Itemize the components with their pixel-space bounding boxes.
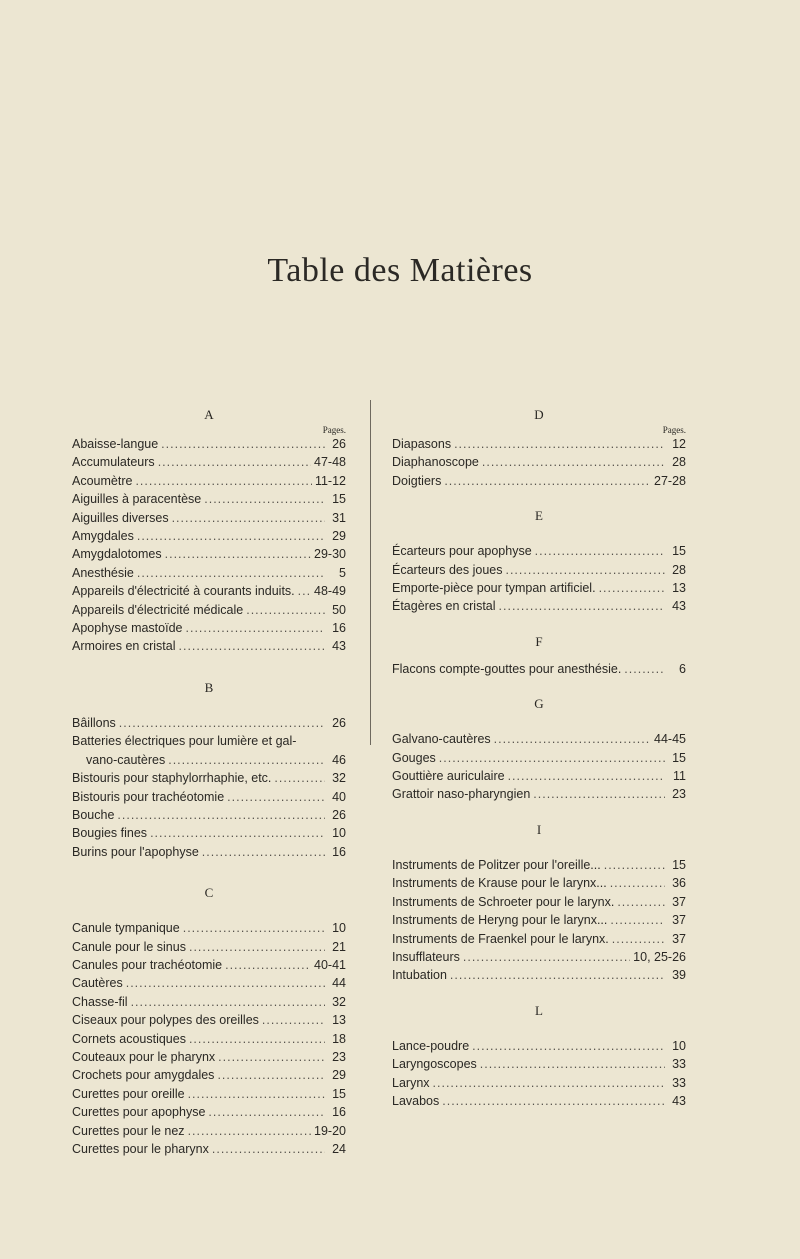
- entry-name: Curettes pour oreille: [72, 1086, 185, 1101]
- entry-name: Canule pour le sinus: [72, 939, 186, 954]
- leader-dots: [137, 564, 325, 582]
- entry-page: 26: [332, 807, 346, 822]
- index-entry: [72, 938, 346, 956]
- index-entry: [72, 564, 346, 582]
- entry-name: Gouges: [392, 750, 436, 765]
- leader-dots: [444, 472, 651, 490]
- leader-dots: [189, 938, 325, 956]
- index-entry: [72, 843, 346, 861]
- index-entry: [392, 453, 686, 471]
- entry-name: vano-cautères: [86, 752, 166, 767]
- entry-page: 24: [332, 1142, 346, 1156]
- section-letter-d: D: [534, 407, 544, 422]
- entry-name: Aiguilles diverses: [72, 510, 169, 525]
- leader-dots: [533, 785, 665, 803]
- index-entry: [72, 637, 346, 655]
- leader-dots: [119, 714, 325, 732]
- entry-name: Canules pour trachéotomie: [72, 957, 223, 972]
- entry-name: Bâillons: [72, 715, 116, 730]
- entry-page: 16: [332, 1105, 346, 1120]
- leader-dots: [202, 843, 325, 861]
- entry-page: 48-49: [314, 584, 346, 599]
- pages-label-left: Pages.: [322, 425, 346, 435]
- entry-page: 29: [332, 529, 346, 544]
- entry-page: 33: [672, 1057, 686, 1072]
- index-entry: [392, 948, 686, 966]
- index-entry: [392, 542, 686, 560]
- entry-page: 15: [332, 1086, 346, 1101]
- leader-dots: [450, 966, 665, 984]
- entry-name: Bistouris pour staphylorrhaphie, etc.: [72, 771, 272, 786]
- entry-name: Grattoir naso-pharyngien: [392, 787, 531, 802]
- entry-name: Aiguilles à paracentèse: [72, 492, 202, 507]
- index-entry: [72, 806, 346, 824]
- entry-page: 28: [672, 455, 686, 470]
- entry-page: 32: [332, 771, 346, 786]
- entry-page: 15: [672, 544, 686, 559]
- entry-name: Galvano-cautères: [392, 732, 491, 747]
- entry-page: 18: [332, 1031, 346, 1046]
- index-entry: [72, 919, 346, 937]
- entry-name: Anesthésie: [72, 565, 134, 580]
- leader-dots: [298, 582, 311, 600]
- entry-name: Emporte-pièce pour tympan artificiel.: [392, 581, 596, 596]
- leader-dots: [599, 579, 665, 597]
- leader-dots: [150, 824, 325, 842]
- leader-dots: [439, 749, 665, 767]
- entry-page: 33: [672, 1075, 686, 1090]
- leader-dots: [217, 1066, 325, 1084]
- leader-dots: [158, 453, 311, 471]
- leader-dots: [610, 911, 665, 929]
- entry-name: Abaisse-langue: [72, 437, 159, 451]
- entry-name: Ciseaux pour polypes des oreilles: [72, 1013, 259, 1028]
- leader-dots: [172, 509, 325, 527]
- index-entry: [72, 435, 346, 453]
- entry-page: 37: [672, 913, 686, 928]
- index-entry: [72, 974, 346, 992]
- entry-page: 32: [332, 994, 346, 1009]
- entry-page: 29-30: [314, 547, 346, 562]
- index-entry: [72, 1011, 346, 1029]
- leader-dots: [612, 930, 665, 948]
- leader-dots: [472, 1037, 665, 1055]
- entry-page: 10: [672, 1038, 686, 1053]
- index-entry: [72, 509, 346, 527]
- entry-page: 23: [672, 787, 686, 802]
- entry-page: 11-12: [314, 473, 346, 488]
- leader-dots: [454, 435, 665, 453]
- leader-dots: [505, 561, 665, 579]
- index-entry: [72, 1030, 346, 1048]
- section-g-entries: [392, 730, 686, 804]
- entry-name: Chasse-fil: [72, 994, 128, 1009]
- index-entry: [72, 824, 346, 842]
- entry-name: Lavabos: [392, 1093, 440, 1108]
- entry-page: 40: [332, 789, 346, 804]
- leader-dots: [165, 545, 311, 563]
- entry-page: 37: [672, 931, 686, 946]
- entry-page: 16: [332, 621, 346, 636]
- leader-dots: [463, 948, 630, 966]
- entry-page: 15: [672, 750, 686, 765]
- entry-page: 46: [332, 752, 346, 767]
- entry-page: 15: [672, 857, 686, 872]
- leader-dots: [482, 453, 665, 471]
- entry-name: Lance-poudre: [392, 1038, 470, 1053]
- entry-page: 15: [332, 492, 346, 507]
- entry-page: 23: [332, 1049, 346, 1064]
- index-entry: [72, 472, 346, 490]
- entry-page: 10: [332, 921, 346, 936]
- index-entry: [392, 472, 686, 490]
- section-letter-e: E: [535, 508, 543, 524]
- leader-dots: [179, 637, 326, 655]
- entry-name: Cautères: [72, 976, 123, 991]
- entry-page: 39: [672, 968, 686, 983]
- section-b-entries: [72, 714, 346, 861]
- entry-name: Bistouris pour trachéotomie: [72, 789, 225, 804]
- entry-name: Appareils d'électricité médicale: [72, 602, 244, 617]
- leader-dots: [433, 1074, 665, 1092]
- index-entry: [72, 993, 346, 1011]
- entry-name: Diaphanoscope: [392, 455, 479, 470]
- entry-name: Instruments de Schroeter pour le larynx.: [392, 894, 615, 909]
- entry-name: Curettes pour le nez: [72, 1123, 185, 1138]
- section-d-entries: [392, 435, 686, 490]
- entry-page: 37: [672, 894, 686, 909]
- entry-name: Amygdalotomes: [72, 547, 162, 562]
- entry-name: Amygdales: [72, 529, 134, 544]
- left-column: [72, 405, 346, 1158]
- entry-page: 40-41: [314, 957, 346, 972]
- section-c-entries: [72, 919, 346, 1158]
- index-entry: [392, 1074, 686, 1092]
- index-entry: [392, 1092, 686, 1110]
- entry-page: 29: [332, 1068, 346, 1083]
- entry-name: Instruments de Politzer pour l'oreille...: [392, 857, 601, 872]
- entry-name: Bouche: [72, 807, 115, 822]
- index-entry: [392, 893, 686, 911]
- leader-dots: [117, 806, 325, 824]
- index-entry: [392, 1055, 686, 1073]
- leader-dots: [535, 542, 665, 560]
- index-entry: [392, 579, 686, 597]
- entry-page: 12: [672, 437, 686, 451]
- index-entry: [392, 856, 686, 874]
- entry-name: Curettes pour le pharynx: [72, 1142, 209, 1156]
- leader-dots: [186, 619, 326, 637]
- index-entry: [72, 582, 346, 600]
- page-title: Table des Matières: [267, 252, 533, 289]
- index-entry: [72, 1103, 346, 1121]
- entry-page: 31: [332, 510, 346, 525]
- index-entry: [72, 490, 346, 508]
- index-entry: [392, 785, 686, 803]
- entry-name: Apophyse mastoïde: [72, 621, 183, 636]
- leader-dots: [183, 919, 325, 937]
- leader-dots: [126, 974, 325, 992]
- index-entry: [392, 435, 686, 453]
- entry-name: Diapasons: [392, 437, 452, 451]
- leader-dots: [610, 874, 665, 892]
- leader-dots: [204, 490, 325, 508]
- index-entry: [392, 930, 686, 948]
- entry-name: Flacons compte-gouttes pour anesthésie.: [392, 661, 622, 676]
- entry-name: Gouttière auriculaire: [392, 769, 505, 784]
- entry-page: 26: [332, 715, 346, 730]
- index-entry: [72, 769, 346, 787]
- entry-name: Bougies fines: [72, 826, 148, 841]
- entry-page: 50: [332, 602, 346, 617]
- index-entry: [392, 911, 686, 929]
- index-entry: [72, 956, 346, 974]
- entry-page: 5: [339, 565, 346, 580]
- section-a-entries: [72, 435, 346, 656]
- entry-name: Burins pour l'apophyse: [72, 844, 199, 859]
- index-entry: [392, 874, 686, 892]
- index-entry: [72, 788, 346, 806]
- entry-page: 28: [672, 562, 686, 577]
- section-i-entries: [392, 856, 686, 985]
- index-entry: [72, 453, 346, 471]
- entry-page: 6: [679, 661, 686, 676]
- leader-dots: [508, 767, 665, 785]
- entry-name: Armoires en cristal: [72, 639, 176, 654]
- leader-dots: [137, 527, 325, 545]
- index-entry: [392, 597, 686, 615]
- leader-dots: [262, 1011, 325, 1029]
- index-entry: [72, 619, 346, 637]
- entry-name: Intubation: [392, 968, 447, 983]
- index-entry: [392, 1037, 686, 1055]
- leader-dots: [480, 1055, 665, 1073]
- index-entry: [392, 730, 686, 748]
- leader-dots: [617, 893, 665, 911]
- section-letter-f: F: [535, 633, 543, 649]
- entry-name: Accumulateurs: [72, 455, 155, 470]
- entry-name: Larynx: [392, 1075, 430, 1090]
- section-letter-b: B: [204, 679, 214, 695]
- section-f-entries: [392, 660, 686, 678]
- leader-dots: [212, 1140, 325, 1158]
- entry-name: Canule tympanique: [72, 921, 180, 936]
- index-entry: [392, 966, 686, 984]
- leader-dots: [131, 993, 325, 1011]
- entry-page: 43: [332, 639, 346, 654]
- entry-name: Instruments de Fraenkel pour le larynx.: [392, 931, 609, 946]
- leader-dots: [189, 1030, 325, 1048]
- entry-name: Crochets pour amygdales: [72, 1068, 215, 1083]
- leader-dots: [188, 1085, 325, 1103]
- section-l-entries: [392, 1037, 686, 1111]
- leader-dots: [494, 730, 651, 748]
- entry-name: Écarteurs pour apophyse: [392, 544, 532, 559]
- leader-dots: [135, 472, 312, 490]
- leader-dots: [274, 769, 325, 787]
- index-entry: [72, 545, 346, 563]
- index-entry: [72, 751, 346, 769]
- entry-page: 16: [332, 844, 346, 859]
- section-letter-a: A: [204, 407, 214, 422]
- index-entry: [392, 767, 686, 785]
- entry-page: 44-45: [654, 732, 686, 747]
- pages-label-right: Pages.: [662, 425, 686, 435]
- index-entry: [392, 561, 686, 579]
- leader-dots: [227, 788, 325, 806]
- index-entry: [72, 601, 346, 619]
- entry-name: Appareils d'électricité à courants induits.: [72, 584, 295, 599]
- entry-page: 10, 25-26: [633, 949, 686, 964]
- entry-name: Cornets acoustiques: [72, 1031, 186, 1046]
- section-letter-i: I: [536, 821, 542, 837]
- index-entry: [72, 1048, 346, 1066]
- section-letter-l: L: [535, 1002, 543, 1018]
- entry-page: 21: [332, 939, 346, 954]
- entry-page: 19-20: [314, 1123, 346, 1138]
- entry-page: 43: [672, 1093, 686, 1108]
- leader-dots: [442, 1092, 665, 1110]
- section-letter-c: C: [204, 885, 214, 901]
- index-entry: [72, 732, 346, 750]
- entry-page: 11: [673, 769, 686, 784]
- leader-dots: [208, 1103, 325, 1121]
- leader-dots: [168, 751, 325, 769]
- entry-page: 36: [672, 876, 686, 891]
- leader-dots: [225, 956, 311, 974]
- entry-name: Doigtiers: [392, 473, 442, 488]
- index-entry: [392, 749, 686, 767]
- entry-name: Acoumètre: [72, 473, 133, 488]
- entry-name: Batteries électriques pour lumière et gal-: [72, 734, 297, 749]
- leader-dots: [499, 597, 665, 615]
- leader-dots: [161, 435, 325, 453]
- entry-name: Laryngoscopes: [392, 1057, 477, 1072]
- leader-dots: [246, 601, 325, 619]
- entry-name: Couteaux pour le pharynx: [72, 1049, 216, 1064]
- index-entry: [72, 1140, 346, 1158]
- entry-name: Curettes pour apophyse: [72, 1105, 206, 1120]
- entry-page: 13: [672, 581, 686, 596]
- entry-name: Écarteurs des joues: [392, 562, 503, 577]
- entry-page: 13: [332, 1013, 346, 1028]
- entry-page: 10: [332, 826, 346, 841]
- entry-name: Insufflateurs: [392, 949, 460, 964]
- index-entry: [392, 660, 686, 678]
- index-entry: [72, 1122, 346, 1140]
- section-e-entries: [392, 542, 686, 616]
- index-entry: [72, 527, 346, 545]
- entry-page: 47-48: [314, 455, 346, 470]
- entry-page: 44: [332, 976, 346, 991]
- leader-dots: [604, 856, 665, 874]
- index-entry: [72, 1085, 346, 1103]
- entry-name: Étagères en cristal: [392, 599, 496, 614]
- entry-page: 26: [332, 437, 346, 451]
- column-divider: [370, 400, 371, 745]
- leader-dots: [218, 1048, 325, 1066]
- entry-page: 27-28: [654, 473, 686, 488]
- index-entry: [72, 1066, 346, 1084]
- leader-dots: [188, 1122, 311, 1140]
- entry-name: Instruments de Krause pour le larynx...: [392, 876, 607, 891]
- entry-name: Instruments de Heryng pour le larynx...: [392, 913, 608, 928]
- section-letter-g: G: [534, 696, 544, 712]
- index-entry: [72, 714, 346, 732]
- right-column: [392, 405, 686, 1110]
- leader-dots: [624, 660, 665, 678]
- entry-page: 43: [672, 599, 686, 614]
